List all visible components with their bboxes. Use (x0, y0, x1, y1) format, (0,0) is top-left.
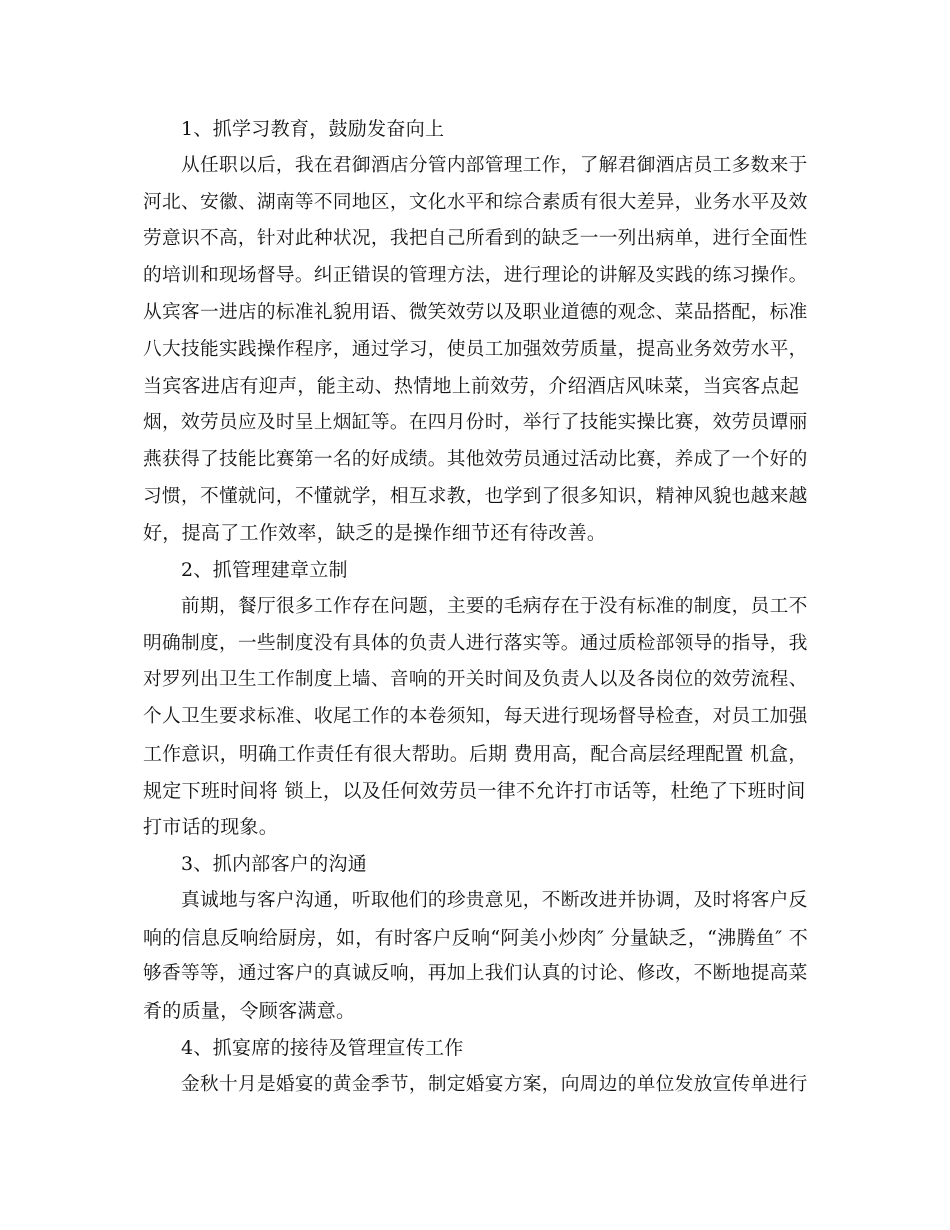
paragraph-line: 金秋十月是婚宴的黄金季节，制定婚宴方案，向周边的单位发放宣传单进行 (181, 1074, 808, 1095)
paragraph-line: 劳意识不高，针对此种状况，我把自己所看到的缺乏一一列出病单，进行全面性 (143, 228, 808, 249)
paragraph-line: 打市话的现象。 (143, 816, 279, 838)
paragraph-line: 从宾客一进店的标准礼貌用语、微笑效劳以及职业道德的观念、菜品搭配，标准 (143, 302, 808, 323)
paragraph-line: 肴的质量，令顾客满意。 (143, 1000, 356, 1022)
paragraph-line: 2、抓管理建章立制 (181, 559, 348, 581)
paragraph-line: 真诚地与客户沟通，听取他们的珍贵意见，不断改进并协调，及时将客户反 (181, 890, 808, 911)
paragraph-line: 习惯，不懂就问，不懂就学，相互求教，也学到了很多知识，精神风貌也越来越 (143, 486, 808, 507)
paragraph-line: 规定下班时间将 锁上，以及任何效劳员一律不允许打市话等，杜绝了下班时间 (143, 780, 806, 802)
paragraph-line: 河北、安徽、湖南等不同地区，文化水平和综合素质有很大差异，业务水平及效 (143, 192, 808, 213)
paragraph-line: 烟，效劳员应及时呈上烟缸等。在四月份时，举行了技能实操比赛，效劳员谭丽 (143, 412, 808, 433)
paragraph-line: 八大技能实践操作程序，通过学习，使员工加强效劳质量，提高业务效劳水平， (143, 339, 808, 360)
paragraph-line: 从任职以后，我在君御酒店分管内部管理工作，了解君御酒店员工多数来于 (181, 155, 808, 176)
paragraph-line: 燕获得了技能比赛第一名的好成绩。其他效劳员通过活动比赛，养成了一个好的 (143, 449, 808, 470)
paragraph-line: 的培训和现场督导。纠正错误的管理方法，进行理论的讲解及实践的练习操作。 (143, 265, 808, 286)
paragraph-line: 1、抓学习教育，鼓励发奋向上 (181, 118, 445, 140)
paragraph-line: 当宾客进店有迎声，能主动、热情地上前效劳，介绍酒店风味菜，当宾客点起 (143, 375, 800, 397)
paragraph-line: 对罗列出卫生工作制度上墙、音响的开关时间及负责人以及各岗位的效劳流程、 (143, 669, 808, 690)
paragraph-line: 工作意识，明确工作责任有很大帮助。后期 费用高，配合高层经理配置 机盒， (143, 743, 808, 765)
paragraph-line: 4、抓宴席的接待及管理宣传工作 (181, 1037, 464, 1059)
paragraph-line: 够香等等，通过客户的真诚反响，再加上我们认真的讨论、修改，不断地提高菜 (143, 963, 808, 984)
paragraph-line: 3、抓内部客户的沟通 (181, 853, 368, 875)
paragraph-line: 好，提高了工作效率，缺乏的是操作细节还有待改善。 (143, 522, 607, 544)
paragraph-line: 个人卫生要求标准、收尾工作的本卷须知，每天进行现场督导检查，对员工加强 (143, 706, 808, 727)
paragraph-line: 明确制度，一些制度没有具体的负责人进行落实等。通过质检部领导的指导，我 (143, 633, 808, 654)
paragraph-line: 响的信息反响给厨房，如，有时客户反响“阿美小炒肉″ 分量缺乏，“沸腾鱼″ 不 (143, 927, 809, 949)
paragraph-line: 前期，餐厅很多工作存在问题，主要的毛病存在于没有标准的制度，员工不 (181, 596, 808, 617)
